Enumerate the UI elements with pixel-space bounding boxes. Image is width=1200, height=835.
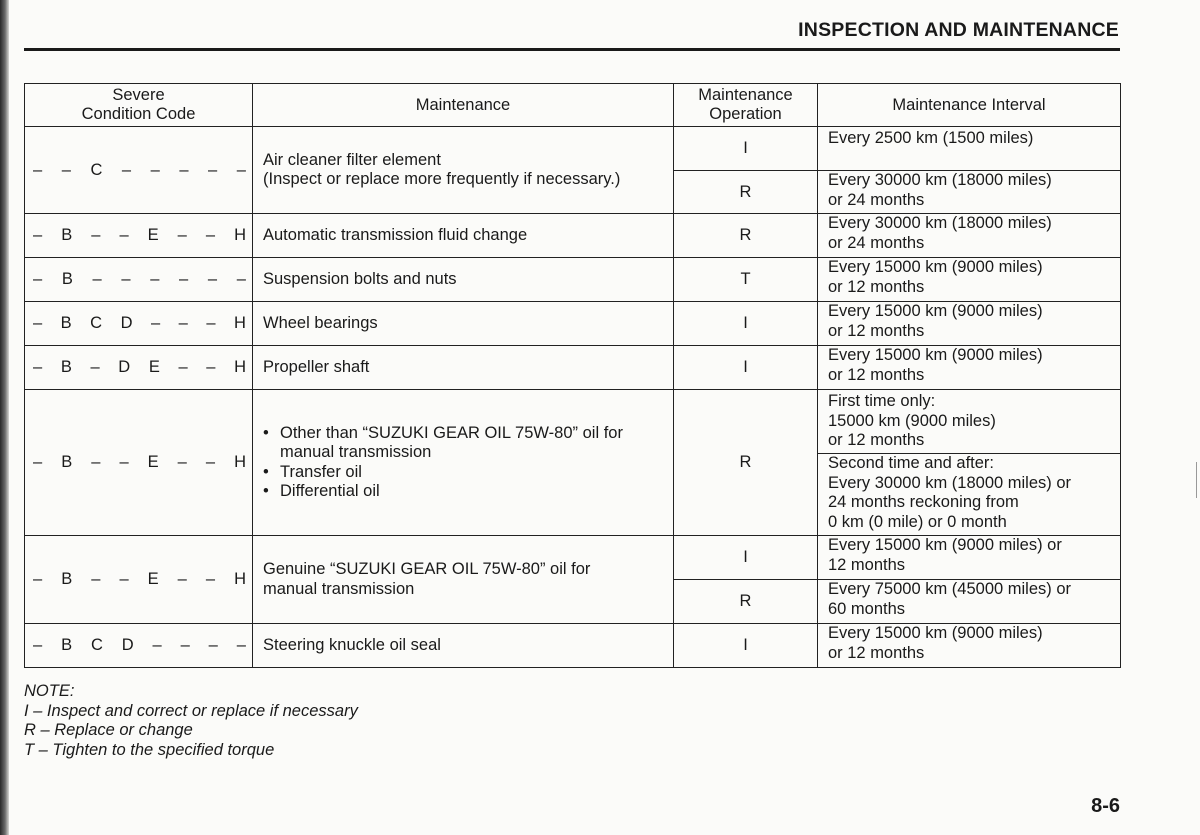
interval-cell bbox=[818, 454, 1121, 536]
condition-code-letter: – bbox=[205, 453, 216, 471]
condition-code-letter: – bbox=[177, 453, 187, 471]
operation-cell: T bbox=[674, 258, 818, 302]
condition-code-letter: – bbox=[178, 314, 188, 332]
interval-cell bbox=[818, 390, 1121, 454]
interval-line: Every 15000 km (9000 miles) bbox=[828, 346, 1043, 364]
table-row bbox=[25, 127, 1121, 171]
interval-line: or 12 months bbox=[828, 365, 925, 384]
maintenance-cell bbox=[253, 536, 674, 624]
condition-code-letter: B bbox=[60, 314, 72, 332]
page-number: 8-6 bbox=[1091, 795, 1120, 817]
condition-code bbox=[33, 314, 246, 333]
operation-cell: I bbox=[674, 624, 818, 668]
condition-code-letter: E bbox=[147, 226, 159, 244]
interval-line: or 12 months bbox=[828, 277, 925, 296]
condition-code-letter: – bbox=[177, 226, 187, 244]
condition-code-letter: – bbox=[208, 160, 218, 179]
interval-line: Every 2500 km (1500 miles) bbox=[828, 129, 1034, 147]
condition-code-letter: E bbox=[148, 358, 160, 376]
operation-cell: R bbox=[674, 171, 818, 214]
condition-code-letter: B bbox=[61, 453, 73, 471]
condition-code-letter: E bbox=[147, 570, 159, 588]
condition-code-letter: – bbox=[206, 314, 216, 332]
operation-cell: R bbox=[674, 214, 818, 258]
column-header-operation: Maintenance Operation bbox=[674, 84, 818, 127]
condition-code-letter: H bbox=[234, 453, 246, 471]
interval-line: Every 30000 km (18000 miles) bbox=[828, 171, 1052, 189]
condition-code-cell bbox=[25, 390, 253, 536]
condition-code-letter: – bbox=[121, 270, 131, 288]
condition-code-letter: – bbox=[119, 453, 129, 471]
margin-mark bbox=[1196, 462, 1197, 498]
condition-code-cell bbox=[25, 624, 253, 668]
note-line: T – Tighten to the specified torque bbox=[24, 740, 275, 759]
note-line: R – Replace or change bbox=[24, 721, 193, 739]
interval-line: 0 km (0 mile) or 0 month bbox=[828, 512, 1007, 531]
interval-cell bbox=[818, 302, 1121, 346]
note-block bbox=[24, 682, 358, 760]
operation-cell: I bbox=[674, 302, 818, 346]
maintenance-schedule-table bbox=[24, 83, 1121, 668]
column-header-maintenance: Maintenance bbox=[253, 84, 674, 127]
maintenance-bullet: • Transfer oil bbox=[263, 463, 665, 483]
operation-cell: I bbox=[674, 536, 818, 580]
condition-code bbox=[33, 358, 246, 377]
condition-code-letter: B bbox=[61, 270, 73, 288]
condition-code bbox=[33, 226, 246, 245]
maintenance-cell: Automatic transmission fluid change bbox=[253, 214, 674, 258]
condition-code-letter: – bbox=[90, 358, 100, 376]
interval-line: or 24 months bbox=[828, 233, 925, 252]
interval-line: Every 15000 km (9000 miles) bbox=[828, 624, 1043, 642]
condition-code-letter: C bbox=[90, 636, 103, 654]
operation-cell: I bbox=[674, 346, 818, 390]
condition-code-cell bbox=[25, 346, 253, 390]
condition-code-letter: – bbox=[152, 636, 162, 654]
maintenance-bullet: • Other than “SUZUKI GEAR OIL 75W-80” oil for manual transmission bbox=[263, 424, 665, 463]
condition-code bbox=[33, 161, 246, 180]
operation-cell: R bbox=[674, 580, 818, 624]
maintenance-cell: Steering knuckle oil seal bbox=[253, 624, 674, 668]
maintenance-item: Air cleaner filter element bbox=[263, 150, 441, 169]
header-rule bbox=[24, 48, 1120, 51]
condition-code-letter: H bbox=[234, 570, 246, 588]
condition-code-cell bbox=[25, 258, 253, 302]
condition-code-letter: – bbox=[150, 314, 161, 332]
operation-cell: R bbox=[674, 390, 818, 536]
condition-code-cell bbox=[25, 214, 253, 258]
condition-code-letter: – bbox=[179, 160, 189, 179]
interval-line: 15000 km (9000 miles) bbox=[828, 411, 996, 430]
interval-cell bbox=[818, 536, 1121, 580]
condition-code-letter: H bbox=[234, 314, 246, 332]
column-header-interval: Maintenance Interval bbox=[818, 84, 1121, 127]
condition-code-letter: C bbox=[90, 314, 103, 332]
interval-cell bbox=[818, 214, 1121, 258]
condition-code-cell bbox=[25, 127, 253, 214]
maintenance-cell: Propeller shaft bbox=[253, 346, 674, 390]
maintenance-bullet: • Differential oil bbox=[263, 482, 665, 502]
interval-line: Every 15000 km (9000 miles) or bbox=[828, 536, 1062, 554]
condition-code-letter: – bbox=[150, 270, 160, 288]
condition-code bbox=[33, 270, 246, 289]
condition-code-letter: – bbox=[236, 160, 246, 179]
condition-code-cell bbox=[25, 302, 253, 346]
interval-line: First time only: bbox=[828, 392, 936, 410]
maintenance-note: (Inspect or replace more frequently if necessary.) bbox=[263, 170, 621, 188]
table-row bbox=[25, 536, 1121, 580]
interval-cell bbox=[818, 580, 1121, 624]
condition-code-letter: B bbox=[61, 570, 73, 588]
condition-code-letter: C bbox=[90, 160, 103, 179]
interval-cell bbox=[818, 624, 1121, 668]
interval-line: Every 15000 km (9000 miles) bbox=[828, 258, 1043, 276]
note-line: I – Inspect and correct or replace if necessary bbox=[24, 701, 358, 720]
condition-code-letter: – bbox=[119, 570, 129, 588]
condition-code-letter: D bbox=[118, 358, 131, 376]
condition-code-letter: – bbox=[33, 270, 43, 288]
condition-code-letter: – bbox=[178, 358, 188, 376]
book-binding-edge bbox=[0, 0, 9, 835]
condition-code-letter: – bbox=[180, 636, 190, 654]
condition-code-letter: – bbox=[205, 570, 216, 588]
table-row bbox=[25, 258, 1121, 302]
condition-code-letter: D bbox=[120, 314, 133, 332]
condition-code-letter: – bbox=[33, 314, 43, 332]
table-row bbox=[25, 214, 1121, 258]
interval-line: 24 months reckoning from bbox=[828, 493, 1019, 511]
condition-code-letter: – bbox=[33, 160, 43, 179]
condition-code bbox=[33, 636, 246, 655]
table-row bbox=[25, 390, 1121, 454]
maintenance-cell bbox=[253, 127, 674, 214]
condition-code-letter: – bbox=[33, 636, 43, 654]
condition-code-letter: – bbox=[179, 270, 189, 288]
condition-code-letter: – bbox=[91, 570, 101, 588]
interval-cell bbox=[818, 127, 1121, 171]
note-title: NOTE: bbox=[24, 682, 75, 700]
interval-line: Every 30000 km (18000 miles) or bbox=[828, 473, 1072, 492]
interval-cell bbox=[818, 171, 1121, 214]
condition-code-letter: E bbox=[147, 453, 159, 471]
interval-line: 60 months bbox=[828, 599, 906, 618]
condition-code-letter: – bbox=[119, 226, 129, 244]
condition-code-letter: – bbox=[91, 226, 101, 244]
table-row bbox=[25, 302, 1121, 346]
operation-cell: I bbox=[674, 127, 818, 171]
condition-code-letter: H bbox=[234, 226, 246, 244]
condition-code-letter: – bbox=[150, 160, 160, 179]
table-row bbox=[25, 346, 1121, 390]
interval-line: or 12 months bbox=[828, 643, 925, 662]
interval-line: or 12 months bbox=[828, 321, 925, 340]
section-title: INSPECTION AND MAINTENANCE bbox=[798, 19, 1119, 41]
interval-line: or 24 months bbox=[828, 190, 925, 209]
condition-code-letter: B bbox=[61, 226, 73, 244]
interval-line: Every 30000 km (18000 miles) bbox=[828, 214, 1052, 232]
interval-line: 12 months bbox=[828, 555, 906, 574]
column-header-code: Severe Condition Code bbox=[25, 84, 253, 127]
interval-line: Every 15000 km (9000 miles) bbox=[828, 302, 1043, 320]
maintenance-bullet-list bbox=[263, 424, 665, 502]
maintenance-cell: Wheel bearings bbox=[253, 302, 674, 346]
maintenance-cell bbox=[253, 390, 674, 536]
condition-code-letter: B bbox=[61, 636, 73, 654]
condition-code bbox=[33, 453, 246, 472]
condition-code-letter: – bbox=[121, 160, 132, 179]
table-header-row bbox=[25, 84, 1121, 127]
condition-code-letter: – bbox=[177, 570, 187, 588]
interval-line: Second time and after: bbox=[828, 454, 995, 472]
maintenance-cell: Suspension bolts and nuts bbox=[253, 258, 674, 302]
condition-code-letter: – bbox=[236, 270, 246, 288]
maintenance-item-cont: manual transmission bbox=[263, 579, 415, 598]
interval-cell bbox=[818, 346, 1121, 390]
condition-code-letter: – bbox=[33, 453, 43, 471]
maintenance-item: Genuine “SUZUKI GEAR OIL 75W-80” oil for bbox=[263, 560, 591, 578]
condition-code-letter: H bbox=[234, 358, 246, 376]
condition-code-cell bbox=[25, 536, 253, 624]
condition-code-letter: – bbox=[33, 358, 43, 376]
condition-code-letter: – bbox=[208, 636, 218, 654]
condition-code-letter: D bbox=[121, 636, 134, 654]
condition-code-letter: – bbox=[92, 270, 102, 288]
interval-cell bbox=[818, 258, 1121, 302]
condition-code-letter: – bbox=[91, 453, 101, 471]
condition-code-letter: – bbox=[61, 160, 71, 179]
condition-code bbox=[33, 570, 246, 589]
interval-line: or 12 months bbox=[828, 431, 925, 449]
condition-code-letter: – bbox=[206, 358, 216, 376]
condition-code-letter: – bbox=[205, 226, 216, 244]
condition-code-letter: B bbox=[60, 358, 72, 376]
condition-code-letter: – bbox=[236, 636, 246, 654]
interval-line: Every 75000 km (45000 miles) or bbox=[828, 580, 1072, 598]
condition-code-letter: – bbox=[207, 270, 218, 288]
condition-code-letter: – bbox=[33, 226, 43, 244]
condition-code-letter: – bbox=[33, 570, 43, 588]
table-row bbox=[25, 624, 1121, 668]
